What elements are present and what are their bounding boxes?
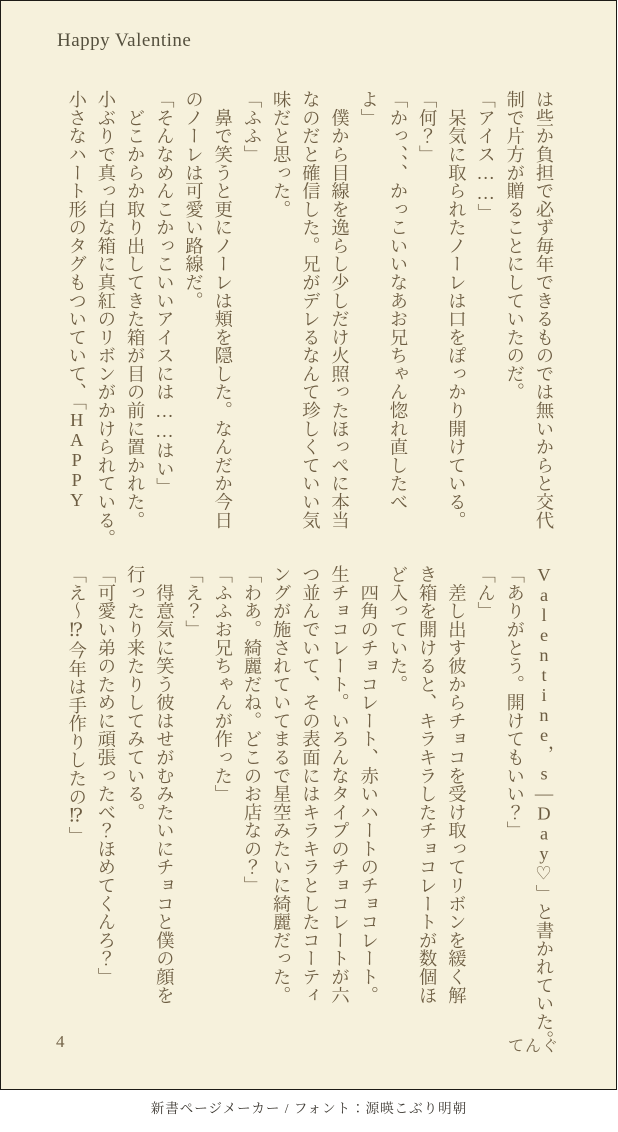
text-column: ングが施されていてまるで星空みたいに綺麗だった。 — [271, 565, 292, 1004]
text-column: 行ったり来たりしてみている。 — [125, 565, 146, 822]
text-column: 制で片方が贈ることにしていたのだ。 — [504, 90, 525, 401]
text-block-upper — [58, 90, 558, 548]
text-column: ど入っていた。 — [387, 565, 408, 694]
text-column: き箱を開けると、キラキラしたチョコレートが数個ほ — [417, 565, 438, 1004]
text-column: 「わあ。綺麗だね。どこのお店なの？」 — [241, 565, 262, 895]
text-column: 「ふふお兄ちゃんが作った」 — [212, 565, 233, 803]
text-column: 得意気に笑う彼はせがむみたいにチョコと僕の顔を — [154, 565, 175, 1004]
text-column: 「え？」 — [183, 565, 204, 639]
text-column: 小さなハート形のタグもついていて、「HAPPY — [66, 90, 87, 511]
text-column: 味だと思った。 — [271, 90, 292, 219]
text-column: のノーレは可愛い路線だ。 — [183, 90, 204, 310]
text-column: 「何？」 — [417, 90, 438, 164]
text-column: 「ん」 — [475, 565, 496, 620]
text-column: 小ぶりで真っ白な箱に真紅のリボンがかけられている。 — [95, 90, 116, 548]
text-column: 生チョコレート。いろんなタイプのチョコレートが六 — [329, 565, 350, 1004]
author-name: てんぐ — [507, 1038, 559, 1055]
page-title: Happy Valentine — [57, 30, 192, 51]
text-column: 「かっ、、、かっこいいなあお兄ちゃん惚れ直したべ — [387, 90, 408, 511]
text-column: 僕から目線を逸らし少しだけ火照ったほっぺに本当 — [329, 90, 350, 529]
text-column: 「可愛い弟のために頑張ったべ？ほめてくんろ？」 — [95, 565, 116, 986]
text-column: 「アイス……」 — [475, 90, 496, 222]
text-column: 四角のチョコレート、赤いハートのチョコレート。 — [358, 565, 379, 1004]
text-column: よ」 — [358, 90, 379, 127]
text-column: つ並んでいて、その表面にはキラキラとしたコーティ — [300, 565, 321, 1004]
text-column: 鼻で笑うと更にノーレは頬を隠した。なんだか今日 — [212, 90, 233, 529]
text-column: は些か負担で必ず毎年できるものでは無いからと交代 — [534, 90, 554, 529]
text-column: 「ふふ」 — [241, 90, 262, 164]
text-column: 「え〜⁉今年は手作りしたの⁉」 — [66, 565, 87, 845]
text-column: 「そんなめんこかっこいいアイスには……はい」 — [154, 90, 175, 496]
page-number: 4 — [56, 1032, 65, 1051]
text-column: 差し出す彼からチョコを受け取ってリボンを緩く解 — [446, 565, 467, 1004]
text-column: Valentine，s―Day♡」と書かれていた。 — [534, 565, 554, 1049]
text-column: なのだと確信した。兄がデレるなんて珍しくていい気 — [300, 90, 321, 529]
text-column: 呆気に取られたノーレは口をぽっかり開けている。 — [446, 90, 467, 529]
generator-caption: 新書ページメーカー / フォント：源暎こぶり明朝 — [150, 1101, 468, 1116]
text-column: 「ありがとう。開けてもいい？」 — [504, 565, 525, 840]
text-column: どこからか取り出してきた箱が目の前に置かれた。 — [125, 90, 146, 529]
